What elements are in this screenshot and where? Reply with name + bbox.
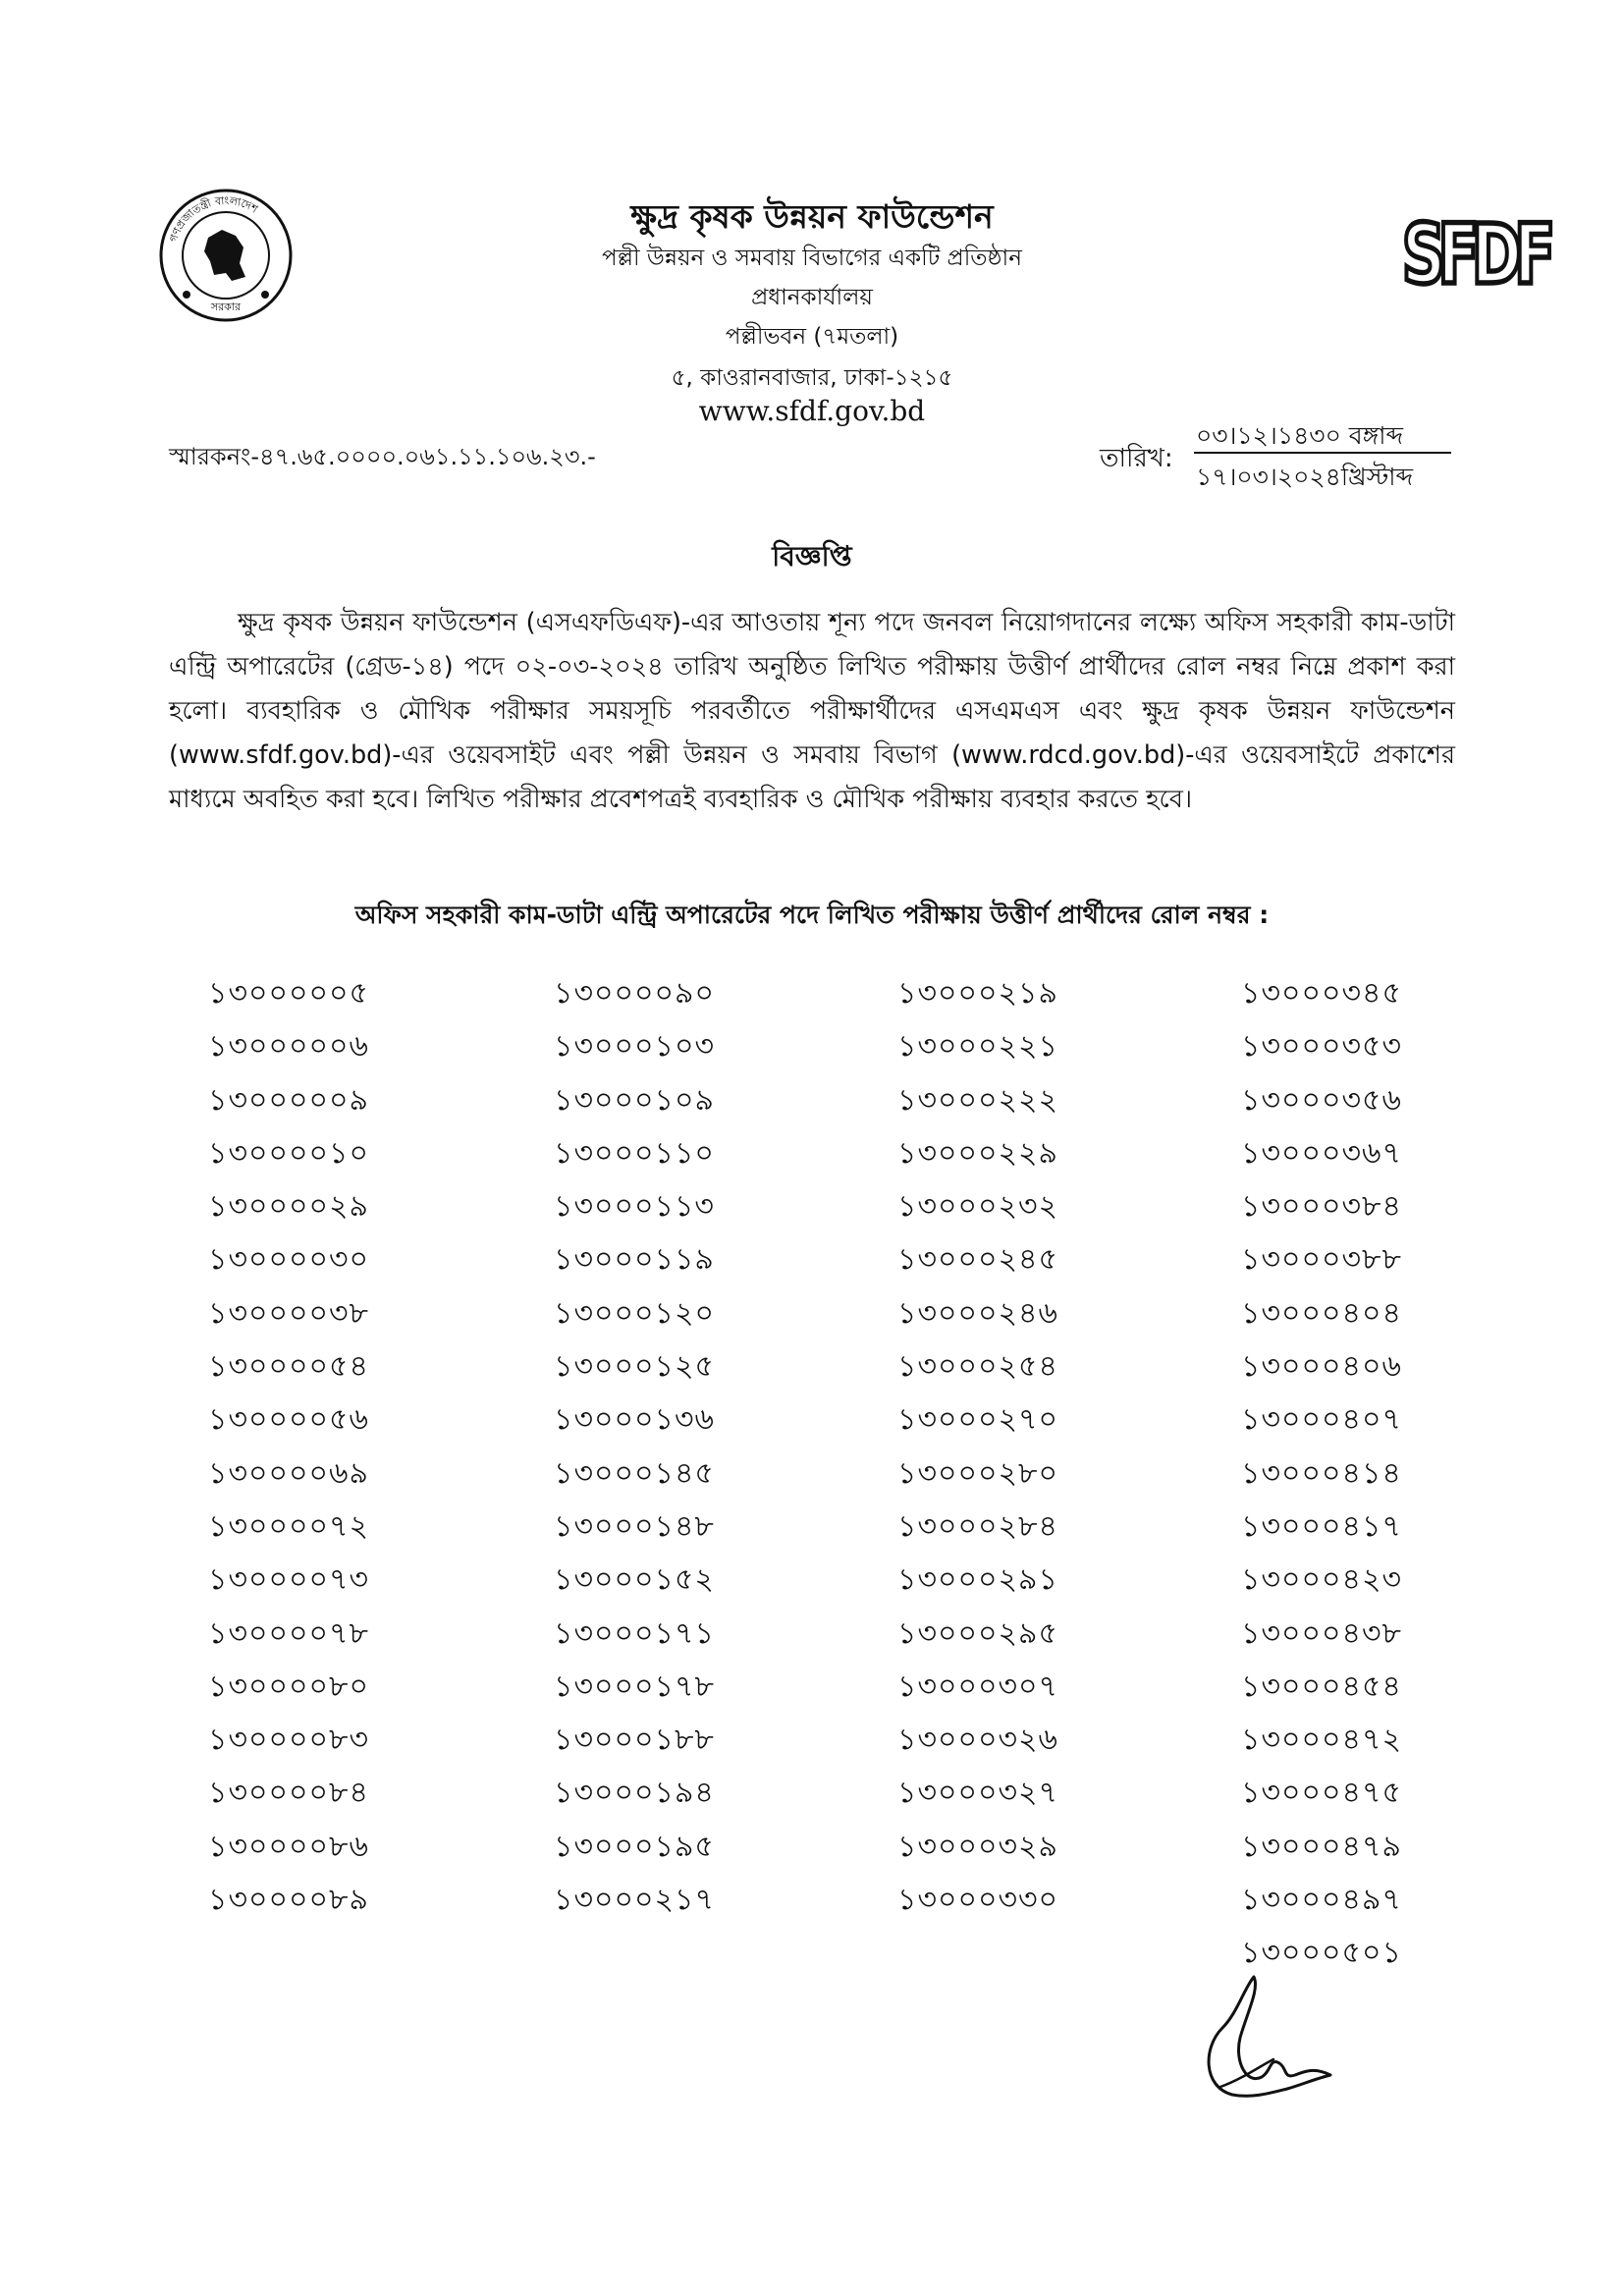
roll-number: ১৩০০০০০৯ — [208, 1082, 369, 1118]
roll-number: ১৩০০০২৯৫ — [897, 1615, 1058, 1651]
head-office-label: প্রধানকার্যালয় — [751, 285, 873, 310]
roll-number: ১৩০০০৪০৭ — [1241, 1402, 1402, 1438]
roll-number: ১৩০০০৪৭৫ — [1241, 1776, 1402, 1811]
roll-number: ১৩০০০১২৫ — [554, 1349, 715, 1385]
roll-number: ১৩০০০৩২৯ — [897, 1829, 1058, 1864]
roll-number: ১৩০০০১৩৬ — [554, 1402, 715, 1438]
date-divider — [1194, 452, 1451, 454]
roll-number: ১৩০০০০১০ — [208, 1135, 369, 1171]
roll-number: ১৩০০০১০৩ — [554, 1029, 715, 1065]
roll-number: ১৩০০০০৮৩ — [208, 1722, 369, 1758]
roll-number: ১৩০০০০৮০ — [208, 1668, 369, 1704]
roll-number: ১৩০০০২১৭ — [554, 1883, 715, 1918]
roll-number: ১৩০০০০৫৪ — [208, 1349, 369, 1385]
organization-name: ক্ষুদ্র কৃষক উন্নয়ন ফাউন্ডেশন — [630, 197, 994, 236]
svg-text:SFDF: SFDF — [1401, 208, 1548, 303]
roll-number: ১৩০০০৪৯৭ — [1241, 1883, 1402, 1918]
roll-number: ১৩০০০০৩০ — [208, 1242, 370, 1278]
roll-number: ১৩০০০৪০৬ — [1241, 1349, 1402, 1385]
roll-number: ১৩০০০২৮৪ — [897, 1508, 1058, 1544]
roll-number: ১৩০০০৪৩৮ — [1241, 1615, 1402, 1651]
roll-number: ১৩০০০১৮৮ — [554, 1722, 715, 1758]
roll-number: ১৩০০০৩২৬ — [897, 1722, 1059, 1758]
roll-number: ১৩০০০১৭৮ — [554, 1668, 715, 1704]
roll-number: ১৩০০০১১৩ — [554, 1189, 715, 1225]
roll-number: ১৩০০০৩০৭ — [897, 1668, 1059, 1704]
roll-number: ১৩০০০০০৫ — [208, 976, 369, 1011]
roll-number: ১৩০০০৩৫৬ — [1241, 1082, 1402, 1118]
organization-subtitle: পল্লী উন্নয়ন ও সমবায় বিভাগের একটি প্রতিষ্ঠান — [602, 246, 1022, 271]
roll-number: ১৩০০০০০৬ — [208, 1029, 370, 1065]
roll-number: ১৩০০০১৭১ — [554, 1615, 715, 1651]
roll-number: ১৩০০০১১৯ — [554, 1242, 715, 1278]
notice-body: ক্ষুদ্র কৃষক উন্নয়ন ফাউন্ডেশন (এসএফডিএফ)-এর আওতায় শূন্য পদে জনবল নিয়োগদানের লক্ষ্যে অফিস সহকারী কাম-ডাটা এন্ট্রি অপারেটের (গ্রেড-১৪) পদে ০২-০৩-২০২৪ তারিখ অনুষ্ঠিত লিখিত পরীক্ষায় উত্তীর্ণ প্রার্থীদের রোল নম্বর নিম্নে প্রকাশ করা হলো। ব্যবহারিক ও মৌখিক পরীক্ষার সময়সূচি পরবর্তীতে পরীক্ষার্থীদের এসএমএস এবং ক্ষুদ্র কৃষক উন্নয়ন ফাউন্ডেশন (www.sfdf.gov.bd)-এর ওয়েবসাইট এবং পল্লী উন্নয়ন ও সমবায় বিভাগ (www.rdcd.gov.bd)-এর ওয়েবসাইটে প্রকাশের মাধ্যমে অবহিত করা হবে। লিখিত পরীক্ষার প্রবেশপত্রই ব্যবহারিক ও মৌখিক পরীক্ষায় ব্যবহার করতে হবে। — [169, 608, 1455, 814]
roll-number: ১৩০০০১৫২ — [554, 1562, 715, 1598]
roll-number: ১৩০০০২১৯ — [897, 976, 1058, 1011]
roll-number: ১৩০০০২৯১ — [897, 1562, 1058, 1598]
roll-number: ১৩০০০০৬৯ — [208, 1455, 369, 1491]
roll-number: ১৩০০০২২১ — [897, 1029, 1058, 1065]
address: ৫, কাওরানবাজার, ঢাকা-১২১৫ — [671, 365, 953, 391]
roll-number: ১৩০০০১১০ — [554, 1135, 715, 1171]
roll-column-4 — [1241, 967, 1402, 1981]
roll-number: ১৩০০০১৪৮ — [554, 1508, 715, 1544]
roll-list-heading: অফিস সহকারী কাম-ডাটা এন্ট্রি অপারেটের পদে লিখিত পরীক্ষায় উত্তীর্ণ প্রার্থীদের রোল নম্বর : — [354, 901, 1270, 929]
roll-number: ১৩০০০৩৫৩ — [1241, 1029, 1402, 1065]
roll-number: ১৩০০০৪১৭ — [1241, 1508, 1402, 1544]
roll-number: ১৩০০০৪২৩ — [1241, 1562, 1402, 1598]
date-label: তারিখ: — [1100, 444, 1173, 473]
roll-number: ১৩০০০১৯৫ — [554, 1829, 715, 1864]
roll-number: ১৩০০০৩৬৭ — [1241, 1135, 1403, 1171]
svg-text:গণপ্রজাতন্ত্রী বাংলাদেশ: গণপ্রজাতন্ত্রী বাংলাদেশ — [167, 193, 260, 245]
roll-number: ১৩০০০৫০১ — [1241, 1936, 1402, 1971]
roll-number: ১৩০০০১২০ — [554, 1295, 715, 1331]
roll-number: ১৩০০০০৭৮ — [208, 1615, 369, 1651]
roll-number: ১৩০০০০৮৪ — [208, 1776, 369, 1811]
roll-column-3 — [897, 967, 1058, 1927]
roll-number: ১৩০০০৪৭৯ — [1241, 1829, 1402, 1864]
roll-number: ১৩০০০১৪৫ — [554, 1455, 715, 1491]
memo-number: স্মারকনং-৪৭.৬৫.০০০০.০৬১.১১.১০৬.২৩.- — [169, 443, 596, 470]
roll-number: ১৩০০০০৫৬ — [208, 1402, 369, 1438]
roll-number: ১৩০০০২৭০ — [897, 1402, 1059, 1438]
roll-number: ১৩০০০৩২৭ — [897, 1776, 1059, 1811]
roll-number: ১৩০০০০২৯ — [208, 1189, 369, 1225]
date-gregorian: ১৭।০৩।২০২৪খ্রিস্টাব্দ — [1196, 463, 1414, 491]
roll-number: ১৩০০০৩৮৪ — [1241, 1189, 1402, 1225]
roll-number: ১৩০০০৩৪৫ — [1241, 976, 1402, 1011]
roll-column-2 — [554, 967, 715, 1927]
roll-number: ১৩০০০০৯০ — [554, 976, 715, 1011]
roll-number: ১৩০০০২৫৪ — [897, 1349, 1058, 1385]
roll-number: ১৩০০০২৩২ — [897, 1189, 1059, 1225]
roll-number: ১৩০০০১০৯ — [554, 1082, 715, 1118]
roll-column-1 — [208, 967, 369, 1927]
roll-number: ১৩০০০৪০৪ — [1241, 1295, 1402, 1331]
roll-number: ১৩০০০০৭৩ — [208, 1562, 370, 1598]
roll-number: ১৩০০০৩৮৮ — [1241, 1242, 1402, 1278]
sfdf-logo-icon — [1401, 191, 1548, 319]
roll-number: ১৩০০০২২৯ — [897, 1135, 1058, 1171]
roll-number: ১৩০০০২৮০ — [897, 1455, 1058, 1491]
svg-text:সরকার: সরকার — [210, 301, 242, 313]
roll-number: ১৩০০০৪৭২ — [1241, 1722, 1402, 1758]
roll-number: ১৩০০০০৩৮ — [208, 1295, 369, 1331]
website-link[interactable]: www.sfdf.gov.bd — [698, 395, 926, 427]
date-bangla: ০৩।১২।১৪৩০ বঙ্গাব্দ — [1196, 421, 1404, 450]
roll-number: ১৩০০০২৪৬ — [897, 1295, 1058, 1331]
roll-number: ১৩০০০৪১৪ — [1241, 1455, 1402, 1491]
government-seal-icon — [157, 187, 295, 324]
roll-number: ১৩০০০০৮৬ — [208, 1829, 369, 1864]
signature-icon — [1193, 1969, 1340, 2111]
roll-number: ১৩০০০৩৩০ — [897, 1883, 1059, 1918]
notice-title: বিজ্ঞপ্তি — [772, 540, 852, 573]
roll-number: ১৩০০০৪৫৪ — [1241, 1668, 1402, 1704]
building-name: পল্লীভবন (৭মতলা) — [725, 324, 899, 350]
roll-number: ১৩০০০২৪৫ — [897, 1242, 1058, 1278]
roll-number: ১৩০০০০৮৯ — [208, 1883, 369, 1918]
roll-number: ১৩০০০২২২ — [897, 1082, 1059, 1118]
roll-number: ১৩০০০০৭২ — [208, 1508, 370, 1544]
roll-number: ১৩০০০১৯৪ — [554, 1776, 715, 1811]
